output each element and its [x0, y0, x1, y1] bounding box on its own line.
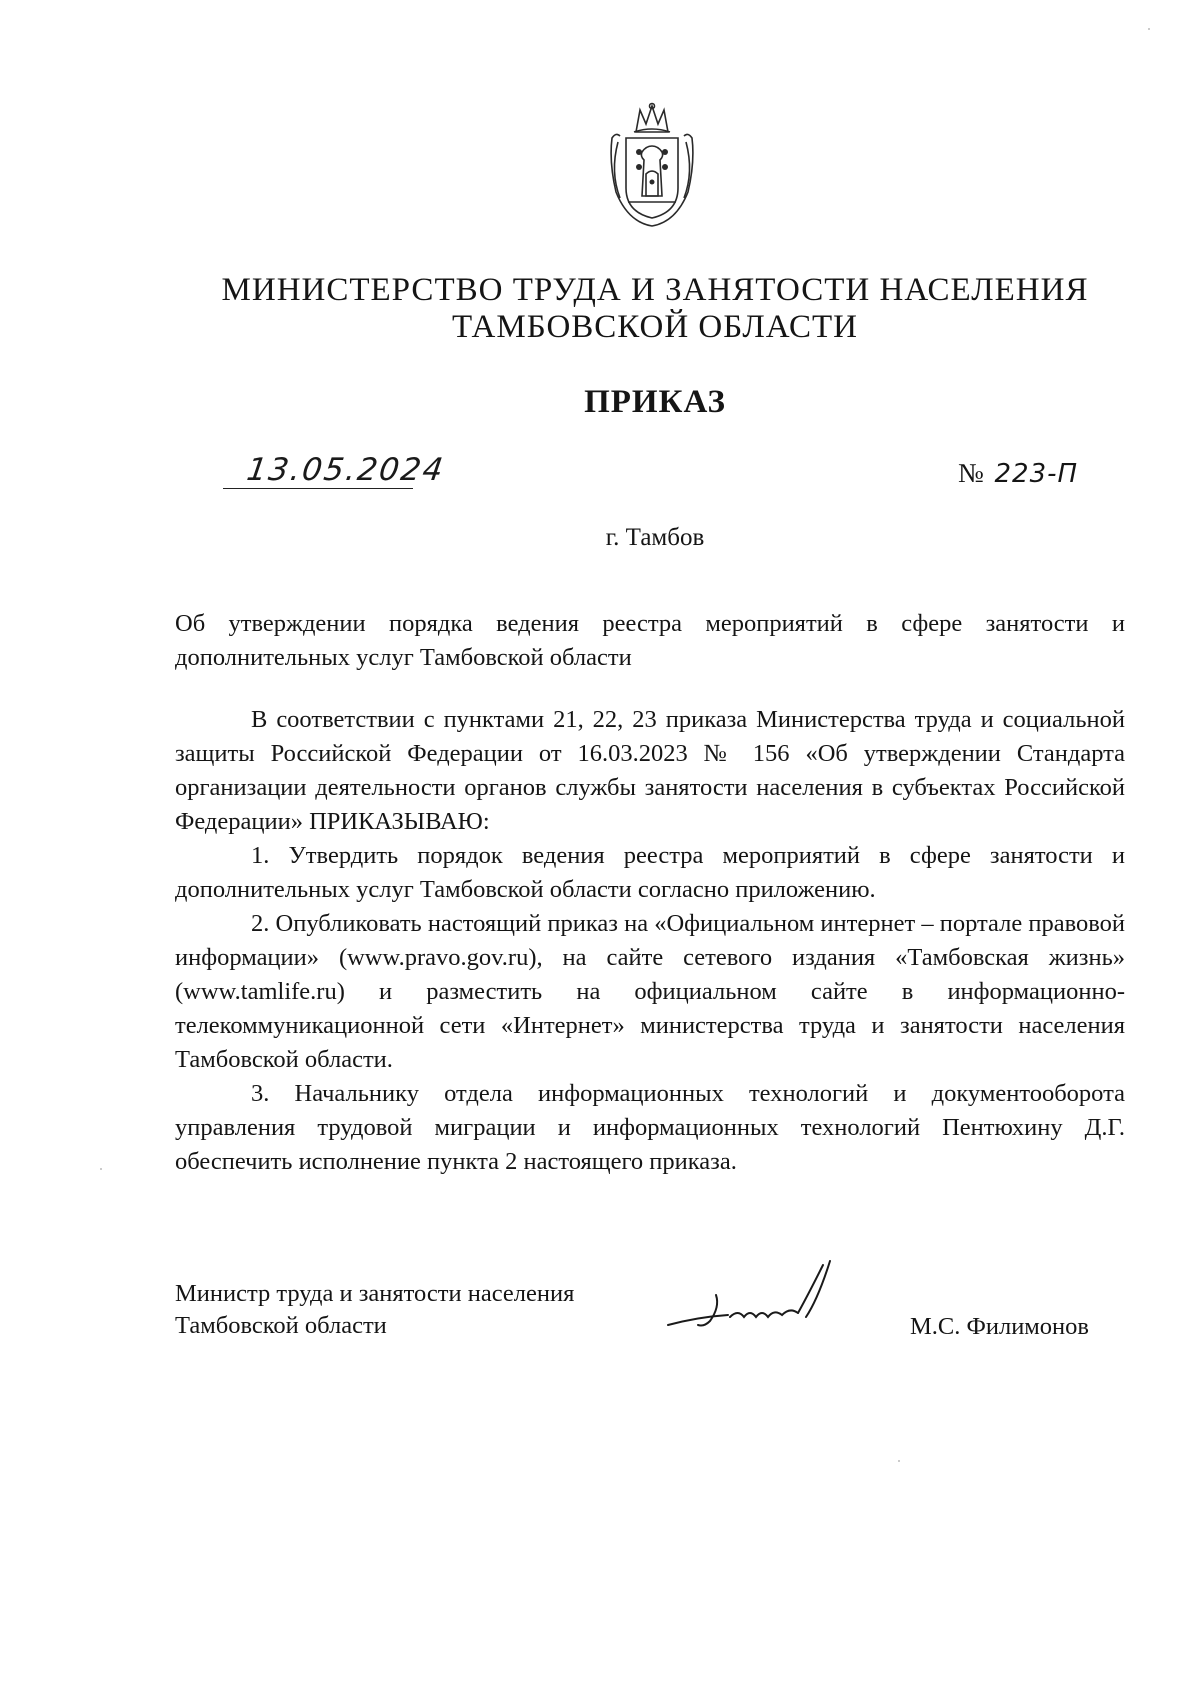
ministry-name-line1: МИНИСТЕРСТВО ТРУДА И ЗАНЯТОСТИ НАСЕЛЕНИЯ	[221, 272, 1089, 308]
scan-speck	[100, 1168, 102, 1170]
handwritten-signature	[658, 1255, 888, 1355]
scan-speck	[898, 1460, 900, 1462]
scan-speck	[1148, 28, 1150, 30]
tambov-coat-of-arms-icon	[606, 102, 698, 228]
ministry-name	[0, 272, 1200, 346]
signatory-position-line1: Министр труда и занятости населения	[175, 1280, 575, 1307]
document-number: 223-П	[994, 459, 1079, 489]
document-type-title: ПРИКАЗ	[584, 384, 726, 420]
ministry-name-line2: ТАМБОВСКОЙ ОБЛАСТИ	[452, 309, 858, 345]
body-item-2: 2. Опубликовать настоящий приказ на «Официальном интернет – портале правовой информации» (www.pravo.gov.ru), на сайте сетевого издания «Тамбовская жизнь» (www.tamlife.ru) и разместить на официальном сайте в информационно-телекоммуникационной сети «Интернет» министерства труда и занятости населения Тамбовской области.	[175, 910, 1125, 1073]
signatory-name: М.С. Филимонов	[910, 1313, 1089, 1340]
document-city: г. Тамбов	[605, 524, 705, 551]
signatory-position	[175, 1278, 655, 1342]
document-date-field	[223, 452, 448, 489]
number-prefix: №	[958, 458, 984, 488]
body-item-1: 1. Утвердить порядок ведения реестра мероприятий в сфере занятости и дополнительных услуг Тамбовской области согласно приложению.	[175, 842, 1125, 903]
document-date: 13.05.2024	[244, 452, 448, 488]
document-subject: Об утверждении порядка ведения реестра мероприятий в сфере занятости и дополнительных услуг Тамбовской области	[175, 610, 1125, 671]
body-preamble: В соответствии с пунктами 21, 22, 23 приказа Министерства труда и социальной защиты Российской Федерации от 16.03.2023 № 156 «Об утверждении Стандарта организации деятельности органов службы занятости населения в субъектах Российской Федерации» ПРИКАЗЫВАЮ:	[175, 706, 1125, 835]
document-body	[175, 703, 1125, 1179]
signatory-position-line2: Тамбовской области	[175, 1312, 387, 1339]
document-number-field	[958, 458, 1078, 489]
body-item-3: 3. Начальнику отдела информационных технологий и документооборота управления трудовой миграции и информационных технологий Пентюхину Д.Г. обеспечить исполнение пункта 2 настоящего приказа.	[175, 1080, 1125, 1175]
